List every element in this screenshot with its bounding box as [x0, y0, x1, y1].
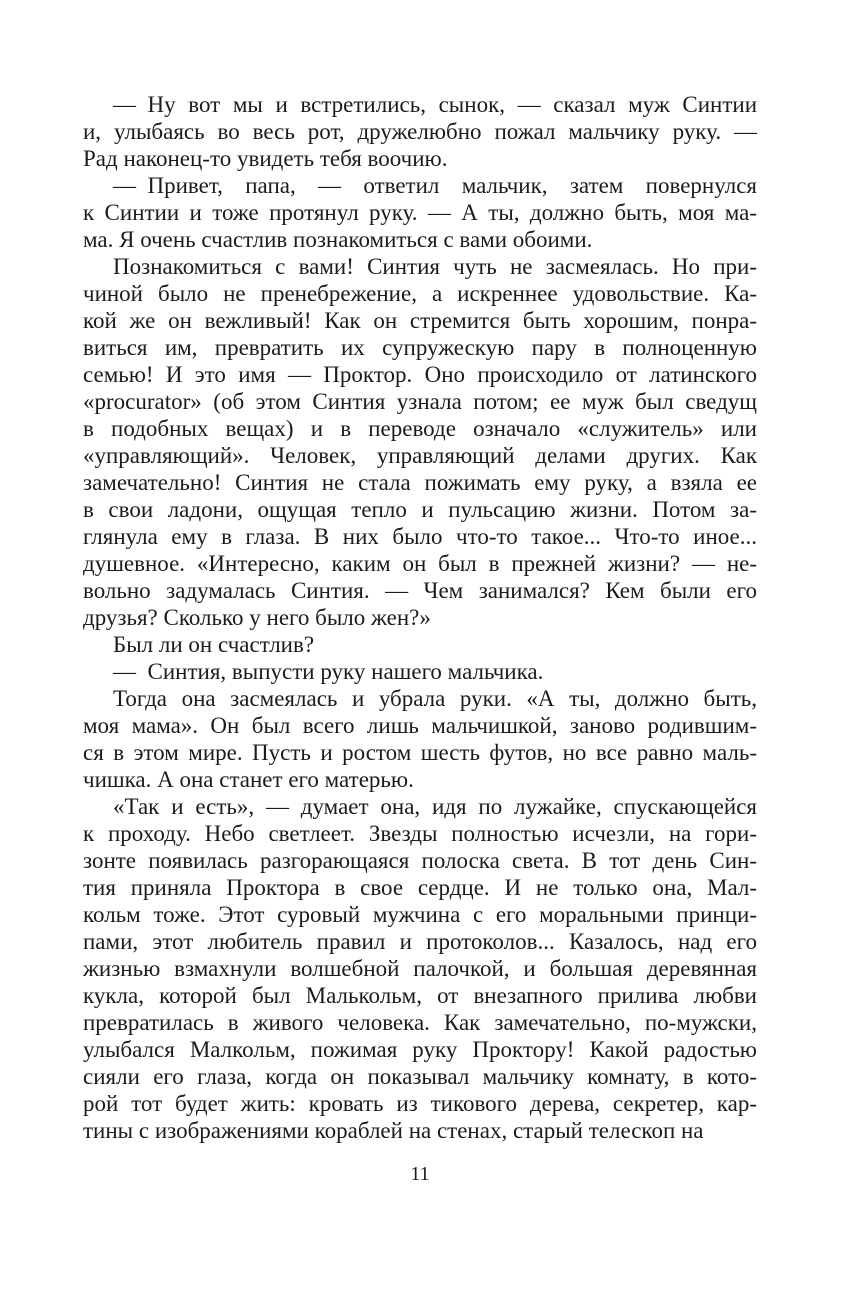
text-line: — Привет, папа, — ответил мальчик, затем повернулся: [113, 173, 757, 198]
text-line: кукла, которой был Малькольм, от внезапного прилива любви: [83, 983, 757, 1008]
paragraph: [83, 631, 757, 658]
text-line: «Так и есть», — думает она, идя по лужайке, спускающейся: [113, 794, 757, 819]
paragraph: [83, 253, 757, 631]
page-number: 11: [410, 1163, 430, 1185]
text-line: моя мама». Он был всего лишь мальчишкой, заново родившим-: [83, 713, 757, 738]
text-line: в свои ладони, ощущая тепло и пульсацию жизни. Потом за-: [83, 497, 757, 522]
text-line: — Синтия, выпусти руку нашего мальчика.: [113, 659, 544, 684]
text-line: пами, этот любитель правил и протоколов... Казалось, над его: [83, 929, 757, 954]
text-line: ма. Я очень счастлив познакомиться с вами обоими.: [83, 227, 593, 252]
text-line: к Синтии и тоже протянул руку. — А ты, должно быть, моя ма-: [83, 200, 757, 225]
paragraph: [83, 172, 757, 253]
text-line: превратилась в живого человека. Как замечательно, по-мужски,: [83, 1010, 757, 1035]
text-line: семью! И это имя — Проктор. Оно происходило от латинского: [83, 362, 757, 387]
text-line: душевное. «Интересно, каким он был в прежней жизни? — не-: [83, 551, 757, 576]
text-line: Был ли он счастлив?: [113, 632, 315, 657]
text-line: и, улыбаясь во весь рот, дружелюбно пожал мальчику руку. —: [83, 119, 757, 144]
text-line: «управляющий». Человек, управляющий делами других. Как: [83, 443, 757, 468]
paragraph: [83, 793, 757, 1144]
text-line: виться им, превратить их супружескую пару в полноценную: [83, 335, 757, 360]
text-line: — Ну вот мы и встретились, сынок, — сказал муж Синтии: [113, 92, 757, 117]
text-line: жизнью взмахнули волшебной палочкой, и большая деревянная: [83, 956, 757, 981]
text-line: чиной было не пренебрежение, а искреннее удовольствие. Ка-: [83, 281, 757, 306]
text-line: рой тот будет жить: кровать из тикового дерева, секретер, кар-: [83, 1091, 757, 1116]
text-line: чишка. А она станет его матерью.: [83, 767, 414, 792]
text-line: кой же он вежливый! Как он стремится быть хорошим, понра-: [83, 308, 757, 333]
text-block: [83, 91, 757, 1144]
paragraph: [83, 91, 757, 172]
text-line: в подобных вещах) и в переводе означало «служитель» или: [83, 416, 757, 441]
text-line: зонте появилась разгорающаяся полоска света. В тот день Син-: [83, 848, 757, 873]
text-line: сияли его глаза, когда он показывал мальчику комнату, в кото-: [83, 1064, 757, 1089]
text-line: друзья? Сколько у него было жен?»: [83, 605, 431, 630]
text-line: ся в этом мире. Пусть и ростом шесть футов, но все равно маль-: [83, 740, 757, 765]
paragraph: [83, 658, 757, 685]
paragraph: [83, 685, 757, 793]
text-line: тия приняла Проктора в свое сердце. И не только она, Мал-: [83, 875, 757, 900]
text-line: «procurator» (об этом Синтия узнала потом; ее муж был сведущ: [83, 389, 757, 414]
text-line: тины с изображениями кораблей на стенах, старый телескоп на: [83, 1118, 704, 1143]
text-line: Тогда она засмеялась и убрала руки. «А ты, должно быть,: [113, 686, 757, 711]
text-line: улыбался Малкольм, пожимая руку Проктору! Какой радостью: [83, 1037, 757, 1062]
text-line: к проходу. Небо светлеет. Звезды полностью исчезли, на гори-: [83, 821, 757, 846]
text-line: глянула ему в глаза. В них было что-то такое... Что-то иное...: [83, 524, 757, 549]
text-line: вольно задумалась Синтия. — Чем занимался? Кем были его: [83, 578, 757, 603]
text-line: кольм тоже. Этот суровый мужчина с его моральными принци-: [83, 902, 757, 927]
text-line: Рад наконец-то увидеть тебя воочию.: [83, 146, 448, 171]
text-line: замечательно! Синтия не стала пожимать ему руку, а взяла ее: [83, 470, 757, 495]
text-line: Познакомиться с вами! Синтия чуть не засмеялась. Но при-: [113, 254, 757, 279]
